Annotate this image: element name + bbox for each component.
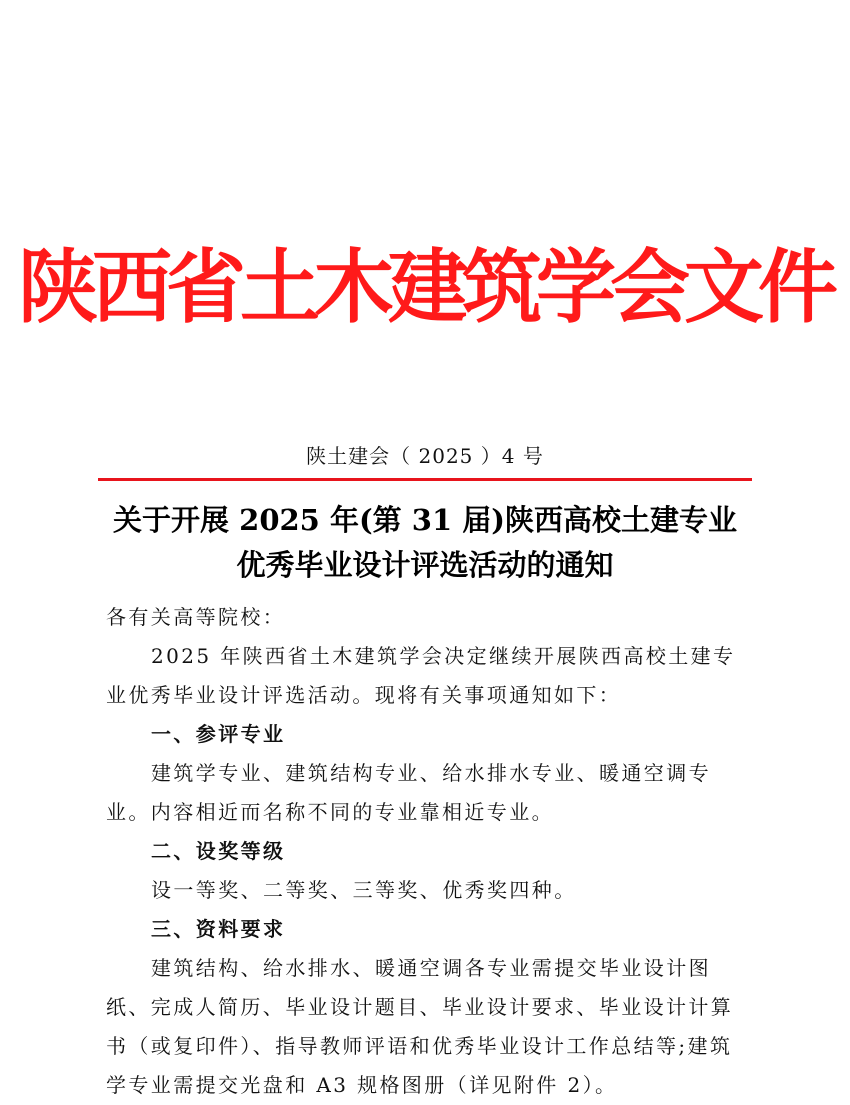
notice-title [0,498,850,588]
section-heading-materials: 三、资料要求 [151,917,286,941]
notice-body [106,598,746,1105]
section-heading-award-levels: 二、设奖等级 [151,839,286,863]
intro-paragraph: 2025 年陕西省土木建筑学会决定继续开展陕西高校土建专业优秀毕业设计评选活动。现将有关事项通知如下： [106,644,736,707]
document-number: 陕土建会（ 2025 ）4 号 [306,444,544,468]
red-divider-line [98,478,752,481]
section-content-materials: 建筑结构、给水排水、暖通空调各专业需提交毕业设计图纸、完成人简历、毕业设计题目、毕业设计要求、毕业设计计算书（或复印件）、指导教师评语和优秀毕业设计工作总结等;建筑学专业需提交光盘和 A3 规格图册（详见附件 2）。 [106,956,734,1097]
org-document-title: 陕西省土木建筑学会文件 [18,241,832,334]
section-heading-majors: 一、参评专业 [151,722,286,746]
section-content-majors: 建筑学专业、建筑结构专业、给水排水专业、暖通空调专业。内容相近而名称不同的专业靠相近专业。 [106,761,711,824]
notice-title-line-1: 关于开展 2025 年(第 31 届)陕西高校土建专业 [113,503,737,537]
notice-title-line-2: 优秀毕业设计评选活动的通知 [236,548,614,582]
section-content-award-levels: 设一等奖、二等奖、三等奖、优秀奖四种。 [151,878,577,902]
salutation: 各有关高等院校： [106,605,286,629]
